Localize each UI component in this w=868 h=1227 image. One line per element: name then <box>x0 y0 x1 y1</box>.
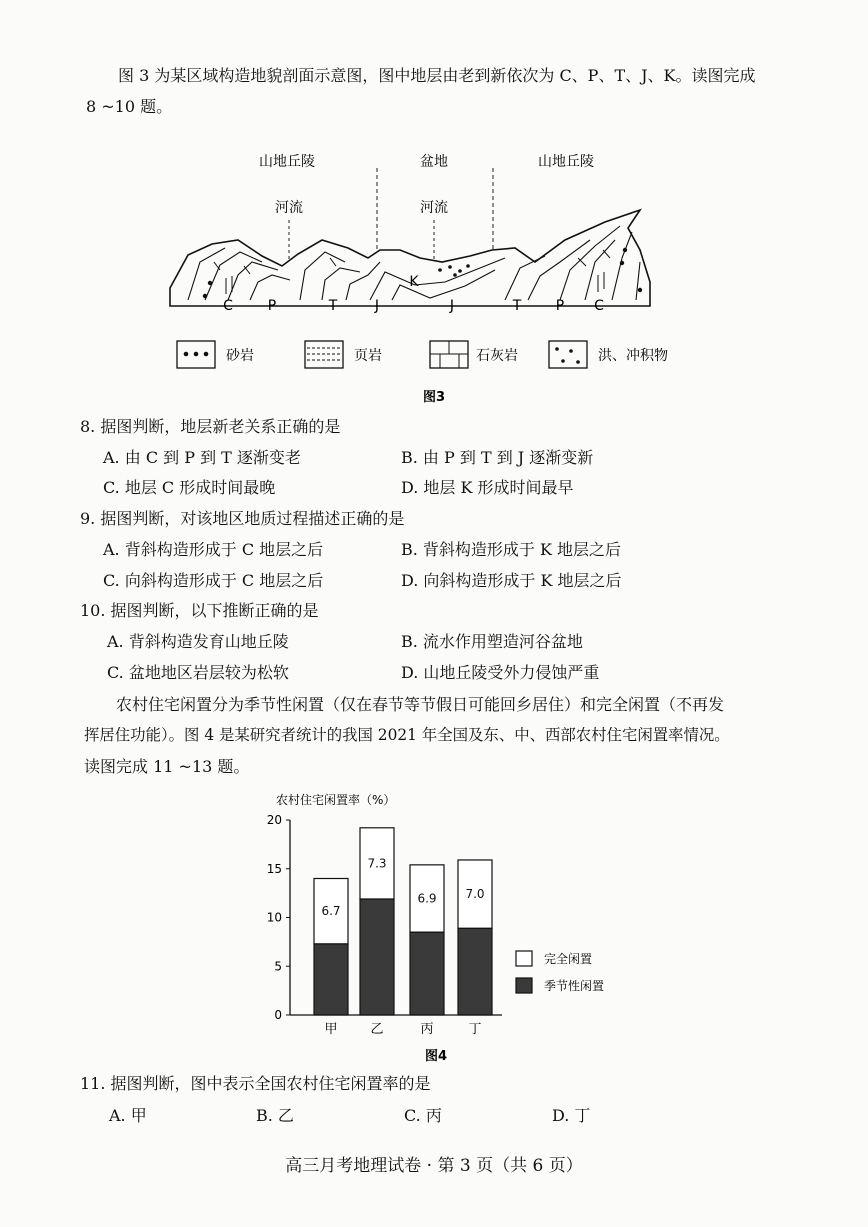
bar-data-label: 7.0 <box>465 887 485 902</box>
x-tick-label: 丁 <box>468 1022 482 1037</box>
region-label-middle: 盆地 <box>420 154 448 170</box>
legend-alluvium-label: 洪、冲积物 <box>598 348 668 364</box>
intro-2-line-1: 农村住宅闲置分为季节性闲置（仅在春节等节假日可能回乡居住）和完全闲置（不再发 <box>116 695 725 714</box>
question-9-option-c: C. 向斜构造形成于 C 地层之后 <box>103 571 324 590</box>
question-8-option-c: C. 地层 C 形成时间最晚 <box>103 478 276 497</box>
x-tick-label: 丙 <box>420 1022 434 1037</box>
legend-shale-label: 页岩 <box>354 348 382 364</box>
bar-segment-0 <box>410 932 444 1015</box>
intro-1-line-2: 8 ~10 题。 <box>86 97 173 116</box>
bar-data-label: 6.7 <box>321 904 341 919</box>
stratum-label-C-right: C <box>594 298 604 314</box>
intro-2-line-2: 挥居住功能）。图 4 是某研究者统计的我国 2021 年全国及东、中、西部农村住宅闲置率情况。 <box>84 726 730 744</box>
y-tick-label: 0 <box>274 1008 282 1022</box>
question-10-option-a: A. 背斜构造发育山地丘陵 <box>107 632 289 651</box>
river-label-right: 河流 <box>420 200 448 216</box>
legend-label: 完全闲置 <box>544 952 593 966</box>
question-9-option-a: A. 背斜构造形成于 C 地层之后 <box>103 540 324 559</box>
y-tick-label: 20 <box>266 813 282 827</box>
stratum-label-T-right: T <box>512 298 522 314</box>
question-11-option-c: C. 丙 <box>404 1106 442 1125</box>
x-tick-label: 甲 <box>324 1022 338 1037</box>
legend-limestone <box>430 341 518 368</box>
page-footer: 高三月考地理试卷 · 第 3 页（共 6 页） <box>285 1156 583 1176</box>
figure-3-caption: 图3 <box>422 390 446 405</box>
y-tick-label: 5 <box>274 959 282 974</box>
question-8-option-b: B. 由 P 到 T 到 J 逐渐变新 <box>401 448 594 467</box>
question-11-stem: 11. 据图判断，图中表示全国农村住宅闲置率的是 <box>80 1074 431 1093</box>
question-8-option-d: D. 地层 K 形成时间最早 <box>401 478 574 497</box>
question-9-option-b: B. 背斜构造形成于 K 地层之后 <box>401 540 622 559</box>
stratum-label-P-right: P <box>555 298 565 314</box>
legend-sandstone <box>177 341 254 368</box>
legend-swatch <box>516 978 532 993</box>
y-tick-label: 15 <box>266 861 282 876</box>
stratum-label-P-left: P <box>267 298 277 314</box>
question-9-stem: 9. 据图判断，对该地区地质过程描述正确的是 <box>80 509 405 528</box>
intro-paragraph-2 <box>84 689 804 782</box>
stratum-label-T-left: T <box>328 298 338 314</box>
chart-bars <box>314 828 492 1015</box>
question-10-option-c: C. 盆地地区岩层较为松软 <box>107 663 289 682</box>
stratum-label-C-left: C <box>223 298 233 314</box>
figure-4-caption: 图4 <box>424 1049 448 1064</box>
region-label-right: 山地丘陵 <box>538 154 594 170</box>
question-11-option-d: D. 丁 <box>552 1106 591 1125</box>
question-11-option-b: B. 乙 <box>256 1106 294 1125</box>
legend-label: 季节性闲置 <box>544 979 605 993</box>
question-10-option-d: D. 山地丘陵受外力侵蚀严重 <box>401 663 600 682</box>
y-tick-label: 10 <box>266 910 282 925</box>
question-10-option-b: B. 流水作用塑造河谷盆地 <box>401 632 583 651</box>
stratum-label-J-right: J <box>449 298 455 314</box>
question-8-stem: 8. 据图判断，地层新老关系正确的是 <box>80 417 341 436</box>
question-9-option-d: D. 向斜构造形成于 K 地层之后 <box>401 571 622 590</box>
legend-shale <box>305 341 382 368</box>
bar-segment-0 <box>314 944 348 1015</box>
question-8-option-a: A. 由 C 到 P 到 T 逐渐变老 <box>103 448 301 467</box>
chart-legend <box>516 951 604 993</box>
bar-segment-0 <box>360 899 394 1015</box>
river-label-left: 河流 <box>275 200 303 216</box>
figure-4-bar-chart <box>0 780 868 1070</box>
intro-1-line-1: 图 3 为某区域构造地貌剖面示意图，图中地层由老到新依次为 C、P、T、J、K。读图完成 <box>118 66 756 85</box>
chart-ylabel: 农村住宅闲置率（%） <box>276 793 396 807</box>
legend-sandstone-label: 砂岩 <box>226 348 254 364</box>
bar-segment-0 <box>458 928 492 1015</box>
figure-3-cross-section <box>0 0 868 410</box>
bar-data-label: 6.9 <box>417 891 437 906</box>
question-11-option-a: A. 甲 <box>109 1106 147 1125</box>
intro-2-line-3: 读图完成 11 ~13 题。 <box>84 757 250 776</box>
legend-limestone-label: 石灰岩 <box>476 348 518 364</box>
legend-swatch <box>516 951 532 966</box>
legend-alluvium <box>549 341 668 368</box>
region-label-left: 山地丘陵 <box>259 154 315 170</box>
question-10-stem: 10. 据图判断，以下推断正确的是 <box>80 601 319 620</box>
stratum-label-J-left: J <box>374 298 380 314</box>
x-tick-label: 乙 <box>370 1022 384 1037</box>
stratum-label-K: K <box>409 274 419 290</box>
bar-data-label: 7.3 <box>367 856 387 871</box>
